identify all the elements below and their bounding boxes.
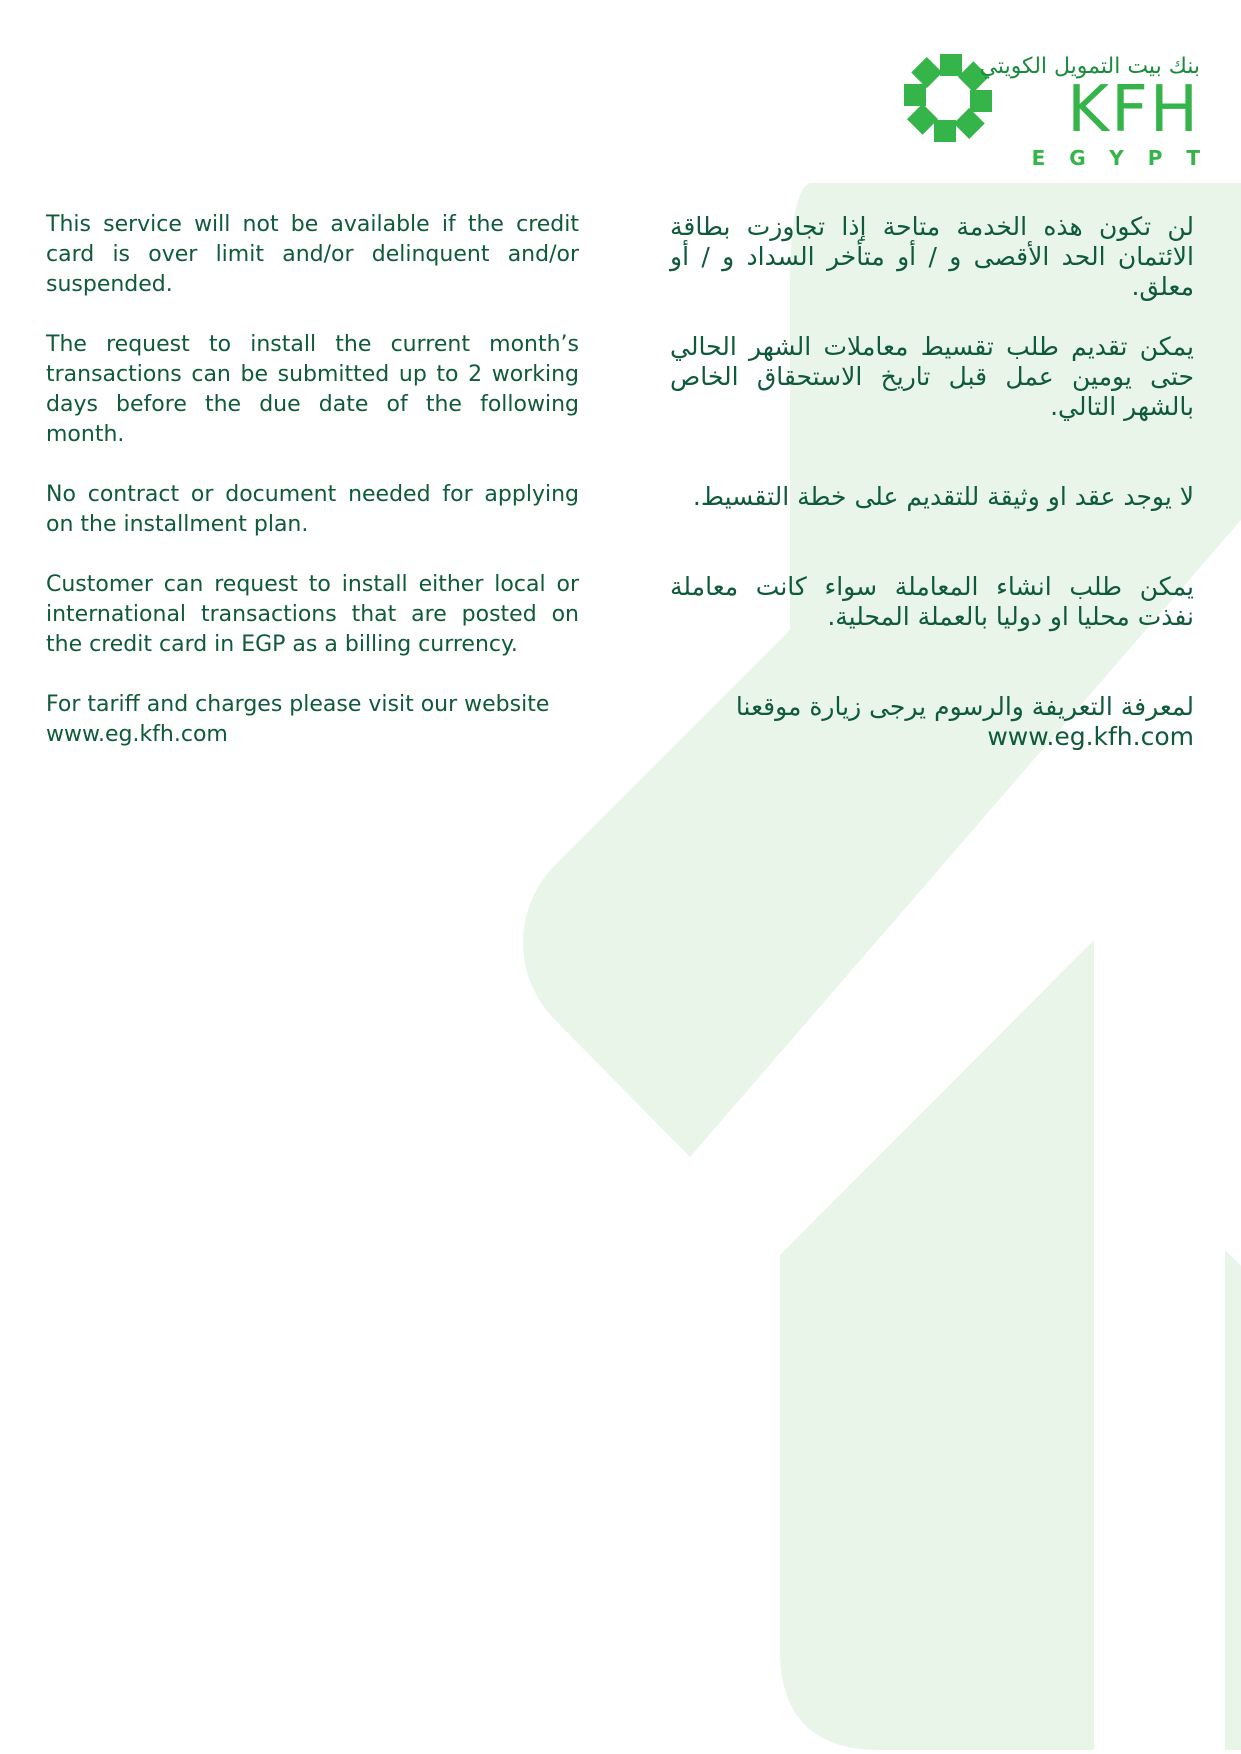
english-paragraph-transactions: Customer can request to install either local or international transactions that are posted on the credit card in EGP as a billing currency.: [46, 572, 579, 657]
english-column: [46, 210, 579, 750]
arabic-paragraph-no-contract: لا يوجد عقد او وثيقة للتقديم على خطة التقسيط.: [692, 482, 1194, 511]
english-website-link[interactable]: www.eg.kfh.com: [46, 722, 228, 747]
logo-arabic-name: بنك بيت التمويل الكويتي: [979, 54, 1200, 79]
english-tariff-text: For tariff and charges please visit our website: [46, 692, 550, 717]
arabic-paragraph-request-timing: يمكن تقديم طلب تقسيط معاملات الشهر الحالي حتى يومين عمل قبل تاريخ الاستحقاق الخاص بالشهر التالي.: [670, 332, 1194, 421]
arabic-paragraph-tariff: [670, 692, 1194, 752]
arabic-paragraph-transactions: يمكن طلب انشاء المعاملة سواء كانت معاملة نفذت محليا او دوليا بالعملة المحلية.: [670, 572, 1194, 631]
english-paragraph-request-timing: The request to install the current month’s transactions can be submitted up to 2 working days before the due date of the following month.: [46, 332, 579, 447]
logo-wordmark: KFH: [1067, 73, 1200, 147]
arabic-tariff-text: لمعرفة التعريفة والرسوم يرجى زيارة موقعنا: [735, 692, 1194, 721]
arabic-website-link[interactable]: www.eg.kfh.com: [987, 722, 1194, 751]
kfh-egypt-logo: [900, 50, 1224, 170]
english-paragraph-no-contract: No contract or document needed for applying on the installment plan.: [46, 482, 579, 537]
arabic-column: [670, 212, 1194, 752]
watermark-lower-shape: [780, 940, 1094, 1750]
arabic-paragraph-availability: لن تكون هذه الخدمة متاحة إذا تجاوزت بطاقة الائتمان الحد الأقصى و / أو متأخر السداد و / أو معلق.: [670, 212, 1194, 301]
logo-country: EGYPT: [1031, 146, 1224, 170]
watermark-edge-shape: [1225, 1250, 1241, 1750]
english-paragraph-availability: This service will not be available if the credit card is over limit and/or delinquent and/or suspended.: [46, 212, 579, 297]
english-paragraph-tariff: [46, 690, 579, 750]
